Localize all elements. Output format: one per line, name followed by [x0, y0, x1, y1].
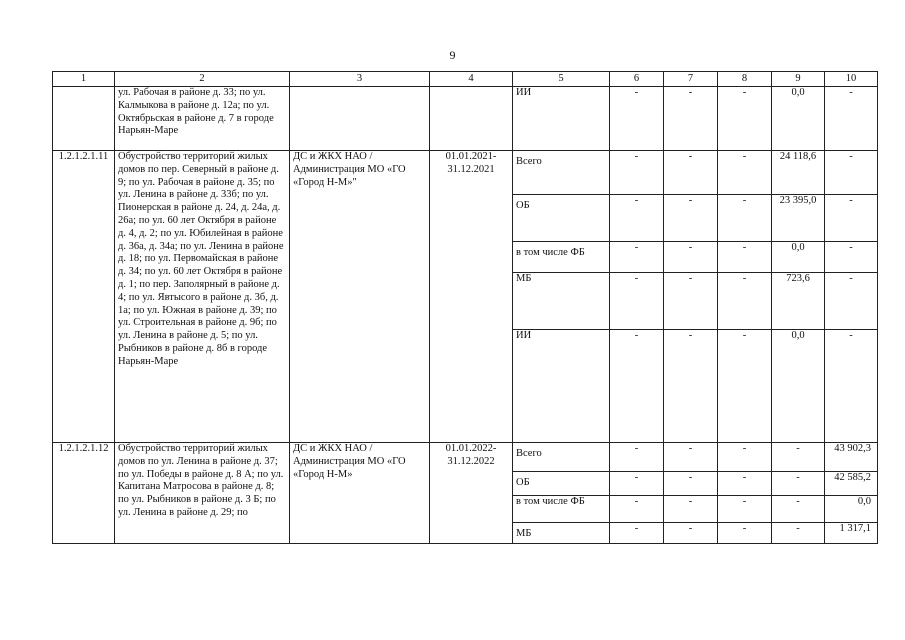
- value-cell: -: [610, 330, 664, 443]
- header-cell: 6: [610, 72, 664, 87]
- header-cell: 3: [290, 72, 430, 87]
- header-cell: 1: [53, 72, 115, 87]
- value-cell: -: [718, 496, 772, 523]
- value-cell: -: [772, 443, 825, 472]
- value-cell: -: [772, 523, 825, 544]
- value-cell: -: [718, 443, 772, 472]
- value-cell: -: [610, 195, 664, 242]
- funding-source: Всего: [513, 151, 610, 195]
- value-cell: -: [718, 195, 772, 242]
- value-cell: 0,0: [772, 87, 825, 151]
- value-cell: -: [664, 151, 718, 195]
- value-cell: -: [772, 472, 825, 496]
- funding-source: ОБ: [513, 195, 610, 242]
- table-row: [53, 443, 878, 472]
- value-cell: -: [718, 472, 772, 496]
- header-cell: 4: [430, 72, 513, 87]
- funding-source: Всего: [513, 443, 610, 472]
- value-cell: 24 118,6: [772, 151, 825, 195]
- value-cell: -: [610, 523, 664, 544]
- header-cell: 10: [825, 72, 878, 87]
- value-cell: 1 317,1: [825, 523, 878, 544]
- funding-source: в том числе ФБ: [513, 496, 610, 523]
- funding-source: МБ: [513, 273, 610, 330]
- value-cell: -: [825, 151, 878, 195]
- period: 01.01.2022-31.12.2022: [430, 443, 513, 544]
- value-cell: -: [718, 330, 772, 443]
- executor-cell: [290, 87, 430, 151]
- header-cell: 8: [718, 72, 772, 87]
- value-cell: -: [825, 195, 878, 242]
- value-cell: 0,0: [772, 330, 825, 443]
- program-table: [52, 71, 878, 544]
- value-cell: -: [825, 273, 878, 330]
- value-cell: 0,0: [825, 496, 878, 523]
- value-cell: 723,6: [772, 273, 825, 330]
- funding-source: ОБ: [513, 472, 610, 496]
- value-cell: -: [664, 523, 718, 544]
- period: 01.01.2021-31.12.2021: [430, 151, 513, 443]
- value-cell: -: [664, 330, 718, 443]
- value-cell: 43 902,3: [825, 443, 878, 472]
- item-description: ул. Рабочая в районе д. 33; по ул. Калмыкова в районе д. 12а; по ул. Октябрьская в районе д. 7 в городе Нарьян-Маре: [115, 87, 290, 151]
- item-code-cell: [53, 87, 115, 151]
- value-cell: -: [718, 242, 772, 273]
- value-cell: -: [610, 242, 664, 273]
- value-cell: -: [664, 87, 718, 151]
- value-cell: -: [718, 273, 772, 330]
- value-cell: -: [610, 273, 664, 330]
- item-code: 1.2.1.2.1.12: [53, 443, 115, 544]
- value-cell: 42 585,2: [825, 472, 878, 496]
- value-cell: -: [610, 87, 664, 151]
- header-cell: 5: [513, 72, 610, 87]
- value-cell: -: [664, 443, 718, 472]
- page-number: 9: [449, 48, 456, 62]
- header-cell: 9: [772, 72, 825, 87]
- item-description: Обустройство территорий жилых домов по пер. Северный в районе д. 9; по ул. Рабочая в районе д. 35; по ул. Ленина в районе д. 33б; по ул. Пионерская в районе д. 24, д. 24а, д. 26а; по ул. 60 лет Октября в районе д. 4, д. 2; по ул. Юбилейная в районе д. 36а, д. 34а; по ул. Ленина в районе д. 18; по ул. Первомайская в районе д. 34; по ул. 60 лет Октября в районе д. 1; по пер. Заполярный в районе д. 4; по ул. Явтысого в районе д. 3б, д. 1а; по ул. Южная в районе д. 39; по ул. Строительная в районе д. 9б; по ул. Ленина в районе д. 5; по ул. Рыбников в районе д. 8б в городе Нарьян-Маре: [115, 151, 290, 443]
- value-cell: -: [610, 472, 664, 496]
- value-cell: -: [664, 242, 718, 273]
- value-cell: -: [610, 443, 664, 472]
- value-cell: 23 395,0: [772, 195, 825, 242]
- value-cell: -: [664, 273, 718, 330]
- table-row: [53, 151, 878, 195]
- value-cell: -: [610, 496, 664, 523]
- executor: ДС и ЖКХ НАО / Администрация МО «ГО «Город Н-М»": [290, 151, 430, 443]
- executor: ДС и ЖКХ НАО / Администрация МО «ГО «Город Н-М»: [290, 443, 430, 544]
- funding-source: ИИ: [513, 330, 610, 443]
- value-cell: -: [664, 195, 718, 242]
- value-cell: -: [664, 472, 718, 496]
- header-row: [53, 72, 878, 87]
- item-code: 1.2.1.2.1.11: [53, 151, 115, 443]
- header-cell: 2: [115, 72, 290, 87]
- value-cell: -: [825, 242, 878, 273]
- value-cell: -: [664, 496, 718, 523]
- header-cell: 7: [664, 72, 718, 87]
- value-cell: -: [718, 151, 772, 195]
- value-cell: -: [772, 496, 825, 523]
- value-cell: -: [610, 151, 664, 195]
- table-row: [53, 87, 878, 151]
- funding-source: в том числе ФБ: [513, 242, 610, 273]
- funding-source: ИИ: [513, 87, 610, 151]
- period-cell: [430, 87, 513, 151]
- value-cell: 0,0: [772, 242, 825, 273]
- value-cell: -: [718, 523, 772, 544]
- value-cell: -: [825, 330, 878, 443]
- value-cell: -: [825, 87, 878, 151]
- item-description: Обустройство территорий жилых домов по ул. Ленина в районе д. 37; по ул. Победы в районе д. 8 А; по ул. Капитана Матросова в районе д. 8; по ул. Рыбников в районе д. 3 Б; по ул. Ленина в районе д. 29; по: [115, 443, 290, 544]
- funding-source: МБ: [513, 523, 610, 544]
- value-cell: -: [718, 87, 772, 151]
